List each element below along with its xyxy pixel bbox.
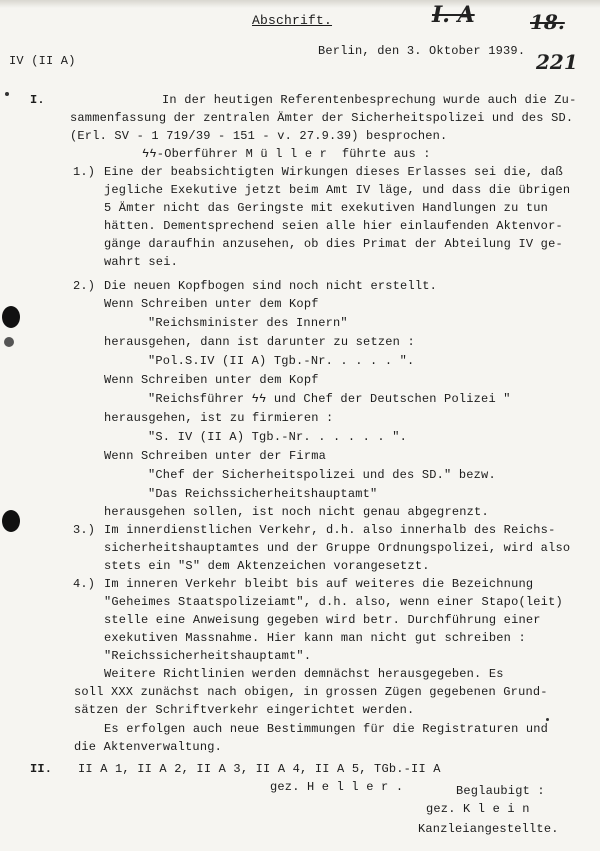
text-line: sätzen der Schriftverkehr eingerichtet werden. (74, 703, 415, 717)
scan-edge (0, 0, 600, 8)
certifier-title: Kanzleiangestellte. (418, 822, 559, 836)
text-line: "Geheimes Staatspolizeiamt", d.h. also, wenn einer Stapo(leit) (104, 595, 563, 609)
text-line: ϟϟ-Oberführer M ü l l e r führte aus : (142, 147, 431, 161)
point-number: 3.) (73, 523, 96, 537)
text-line: "Reichssicherheitshauptamt". (104, 649, 312, 663)
text-line: sammenfassung der zentralen Ämter der Sicherheitspolizei und des SD. (70, 111, 574, 125)
text-line: Im inneren Verkehr bleibt bis auf weiteres die Bezeichnung (104, 577, 534, 591)
text-line: (Erl. SV - 1 719/39 - 151 - v. 27.9.39) besprochen. (70, 129, 448, 143)
certification-label: Beglaubigt : (456, 784, 545, 798)
text-line: Wenn Schreiben unter dem Kopf (104, 373, 319, 387)
punch-hole (2, 306, 20, 328)
point-number: 1.) (73, 165, 96, 179)
document-title: Abschrift. (252, 13, 333, 28)
text-line: 5 Ämter nicht das Geringste mit exekutiven Handlungen zu tun (104, 201, 549, 215)
punch-hole (4, 337, 14, 347)
section-numeral: I. (30, 93, 45, 107)
text-line: "Reichsführer ϟϟ und Chef der Deutschen Polizei " (148, 392, 511, 406)
handwritten-page-number: 221 (536, 50, 578, 74)
text-line: "Pol.S.IV (II A) Tgb.-Nr. . . . . ". (148, 354, 415, 368)
text-line: gänge daraufhin anzusehen, ob dies Primat der Abteilung IV ge- (104, 237, 563, 251)
text-line: herausgehen, ist zu firmieren : (104, 411, 334, 425)
text-line: die Aktenverwaltung. (74, 740, 223, 754)
text-line: sicherheitshauptamtes und der Gruppe Ordnungspolizei, wird also (104, 541, 571, 555)
text-line: In der heutigen Referentenbesprechung wurde auch die Zu- (162, 93, 577, 107)
text-line: soll XXX zunächst nach obigen, in grossen Zügen gegebenen Grund- (74, 685, 548, 699)
section-numeral: II. (30, 762, 53, 776)
text-line: "Das Reichssicherheitshauptamt" (148, 487, 378, 501)
text-line: herausgehen sollen, ist noch nicht genau abgegrenzt. (104, 505, 489, 519)
point-number: 4.) (73, 577, 96, 591)
signed-by: gez. H e l l e r . (270, 780, 404, 794)
handwritten-number: 18. (530, 10, 565, 34)
punch-hole (2, 510, 20, 532)
handwritten-mark: I. A (432, 2, 475, 28)
text-line: "S. IV (II A) Tgb.-Nr. . . . . . ". (148, 430, 408, 444)
text-line: wahrt sei. (104, 255, 179, 269)
reference-code: IV (II A) (9, 54, 76, 68)
text-line: hätten. Dementsprechend seien alle hier einlaufenden Aktenvor- (104, 219, 563, 233)
text-line: herausgehen, dann ist darunter zu setzen : (104, 335, 415, 349)
text-line: exekutiven Massnahme. Hier kann man nicht gut schreiben : (104, 631, 526, 645)
text-line: Weitere Richtlinien werden demnächst herausgegeben. Es (104, 667, 504, 681)
text-line: Es erfolgen auch neue Bestimmungen für die Registraturen und (104, 722, 549, 736)
text-line: jegliche Exekutive jetzt beim Amt IV läge, und dass die übrigen (104, 183, 571, 197)
text-line: "Chef der Sicherheitspolizei und des SD." bezw. (148, 468, 496, 482)
scan-speck (5, 92, 9, 96)
text-line: Wenn Schreiben unter dem Kopf (104, 297, 319, 311)
text-line: stelle eine Anweisung gegeben wird betr. Durchführung einer (104, 613, 541, 627)
date-line: Berlin, den 3. Oktober 1939. (318, 44, 526, 58)
point-number: 2.) (73, 279, 96, 293)
text-line: Im innerdienstlichen Verkehr, d.h. also innerhalb des Reichs- (104, 523, 556, 537)
text-line: stets ein "S" dem Aktenzeichen vorangesetzt. (104, 559, 430, 573)
scan-speck (546, 718, 549, 721)
text-line: Die neuen Kopfbogen sind noch nicht erstellt. (104, 279, 438, 293)
distribution-list: II A 1, II A 2, II A 3, II A 4, II A 5, TGb.-II A (78, 762, 441, 776)
text-line: Eine der beabsichtigten Wirkungen dieses Erlasses sei die, daß (104, 165, 563, 179)
certifier-name: gez. K l e i n (426, 802, 530, 816)
text-line: "Reichsminister des Innern" (148, 316, 348, 330)
text-line: Wenn Schreiben unter der Firma (104, 449, 327, 463)
